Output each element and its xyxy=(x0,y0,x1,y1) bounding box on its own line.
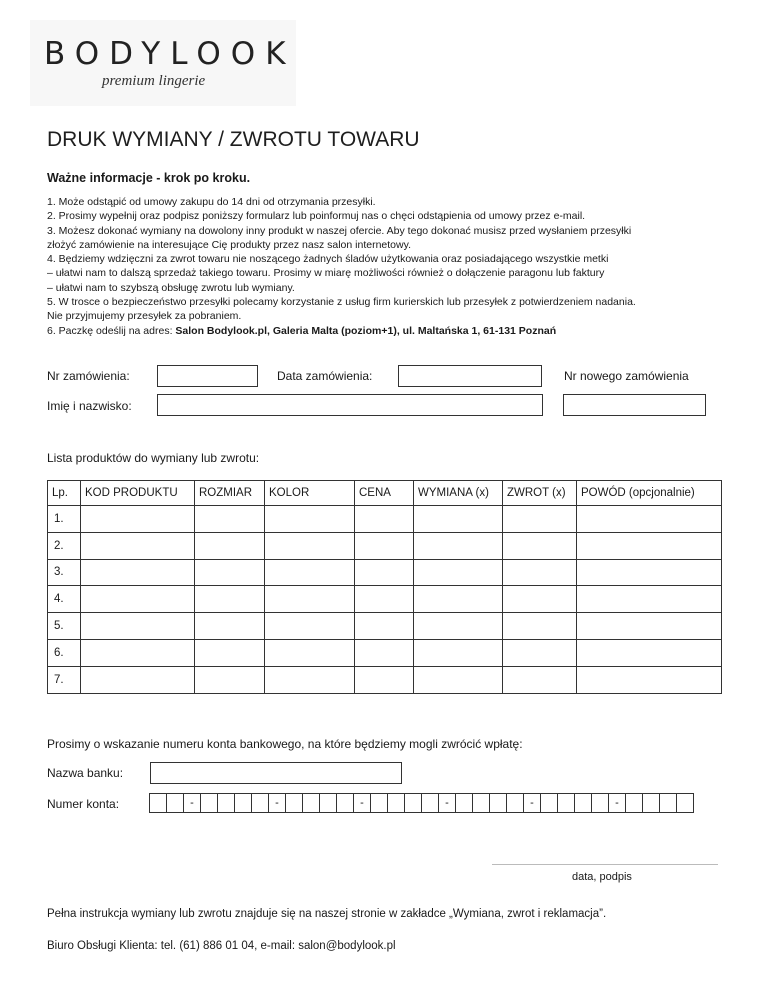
important-heading: Ważne informacje - krok po kroku. xyxy=(47,171,251,185)
instruction-line: – ułatwi nam to dalszą sprzedaż takiego towaru. Prosimy w miarę możliwości również o dołączenie paragonu lub faktury xyxy=(47,267,605,280)
table-row xyxy=(48,639,722,666)
instruction-line: 5. W trosce o bezpieczeństwo przesyłki polecamy korzystanie z usług firm kurierskich lub przesyłek z potwierdzeniem nadania. xyxy=(47,296,636,309)
row-number: 7. xyxy=(48,666,81,693)
bank-name-field[interactable] xyxy=(150,762,402,784)
cell[interactable] xyxy=(81,559,195,586)
cell[interactable] xyxy=(265,586,355,613)
table-row xyxy=(48,532,722,559)
cell[interactable] xyxy=(355,586,414,613)
cell[interactable] xyxy=(577,613,722,640)
column-header: POWÓD (opcjonalnie) xyxy=(577,481,722,506)
account-digit-box[interactable] xyxy=(370,793,388,813)
bank-account-request: Prosimy o wskazanie numeru konta bankowego, na które będziemy mogli zwrócić wpłatę: xyxy=(47,737,523,751)
cell[interactable] xyxy=(503,586,577,613)
cell[interactable] xyxy=(195,586,265,613)
cell[interactable] xyxy=(414,559,503,586)
instruction-line: 1. Może odstąpić od umowy zakupu do 14 dni od otrzymania przesyłki. xyxy=(47,196,376,208)
account-digit-box[interactable] xyxy=(625,793,643,813)
account-digit-box[interactable] xyxy=(659,793,677,813)
order-number-field[interactable] xyxy=(157,365,258,387)
cell[interactable] xyxy=(195,613,265,640)
full-name-label: Imię i nazwisko: xyxy=(47,399,132,413)
cell[interactable] xyxy=(577,586,722,613)
instruction-line: 4. Będziemy wdzięczni za zwrot towaru nie noszącego żadnych śladów użytkowania oraz posiadającego wszystkie metki xyxy=(47,253,609,266)
cell[interactable] xyxy=(81,506,195,533)
instruction-line: Nie przyjmujemy przesyłek za pobraniem. xyxy=(47,310,242,323)
account-digit-box[interactable] xyxy=(506,793,524,813)
cell[interactable] xyxy=(577,639,722,666)
account-number-field[interactable] xyxy=(150,793,694,813)
cell[interactable] xyxy=(81,586,195,613)
cell[interactable] xyxy=(355,532,414,559)
column-header: CENA xyxy=(355,481,414,506)
table-header-row xyxy=(48,481,722,506)
cell[interactable] xyxy=(265,613,355,640)
brand-tagline: premium lingerie xyxy=(102,73,206,89)
instruction-line: 3. Możesz dokonać wymiany na dowolony inny produkt w naszej ofercie. Aby tego dokonać musisz przed wysłaniem przesyłki xyxy=(47,224,632,237)
account-digit-box[interactable] xyxy=(421,793,439,813)
cell[interactable] xyxy=(81,639,195,666)
account-number-label: Numer konta: xyxy=(47,797,120,811)
cell[interactable] xyxy=(503,639,577,666)
account-digit-box[interactable] xyxy=(642,793,660,813)
cell[interactable] xyxy=(195,639,265,666)
row-number: 5. xyxy=(48,613,81,640)
cell[interactable] xyxy=(577,666,722,693)
instruction-line-address xyxy=(47,324,747,338)
cell[interactable] xyxy=(355,506,414,533)
cell[interactable] xyxy=(414,613,503,640)
account-digit-box[interactable] xyxy=(285,793,303,813)
account-digit-box[interactable] xyxy=(217,793,235,813)
account-digit-box[interactable] xyxy=(540,793,558,813)
page-title: DRUK WYMIANY / ZWROTU TOWARU xyxy=(47,128,420,151)
cell[interactable] xyxy=(503,666,577,693)
account-digit-box[interactable] xyxy=(404,793,422,813)
cell[interactable] xyxy=(355,613,414,640)
cell[interactable] xyxy=(503,532,577,559)
account-digit-box[interactable] xyxy=(387,793,405,813)
cell[interactable] xyxy=(414,639,503,666)
column-header: KOLOR xyxy=(265,481,355,506)
account-separator: - xyxy=(608,793,626,813)
row-number: 6. xyxy=(48,639,81,666)
full-name-field[interactable] xyxy=(157,394,543,416)
account-digit-box[interactable] xyxy=(319,793,337,813)
cell[interactable] xyxy=(81,666,195,693)
return-address: Salon Bodylook.pl, Galeria Malta (poziom+1), ul. Maltańska 1, 61-131 Poznań xyxy=(175,324,557,337)
account-digit-box[interactable] xyxy=(336,793,354,813)
column-header: KOD PRODUKTU xyxy=(81,481,195,506)
account-digit-box[interactable] xyxy=(676,793,694,813)
products-list-label: Lista produktów do wymiany lub zwrotu: xyxy=(47,451,260,465)
row-number: 1. xyxy=(48,506,81,533)
cell[interactable] xyxy=(503,506,577,533)
table-row xyxy=(48,586,722,613)
table-row xyxy=(48,506,722,533)
cell[interactable] xyxy=(265,559,355,586)
cell[interactable] xyxy=(503,613,577,640)
cell[interactable] xyxy=(577,559,722,586)
table-row xyxy=(48,666,722,693)
contact-info: Biuro Obsługi Klienta: tel. (61) 886 01 04, e-mail: salon@bodylook.pl xyxy=(47,940,396,952)
cell[interactable] xyxy=(503,559,577,586)
cell[interactable] xyxy=(195,506,265,533)
order-date-label: Data zamówienia: xyxy=(277,369,373,383)
row-number: 4. xyxy=(48,586,81,613)
cell[interactable] xyxy=(355,639,414,666)
column-header: ROZMIAR xyxy=(195,481,265,506)
instructions xyxy=(47,195,747,338)
account-digit-box[interactable] xyxy=(149,793,167,813)
account-digit-box[interactable] xyxy=(472,793,490,813)
cell[interactable] xyxy=(414,506,503,533)
account-digit-box[interactable] xyxy=(234,793,252,813)
cell[interactable] xyxy=(195,559,265,586)
account-digit-box[interactable] xyxy=(200,793,218,813)
account-digit-box[interactable] xyxy=(489,793,507,813)
account-separator: - xyxy=(353,793,371,813)
products-table xyxy=(47,480,722,694)
cell[interactable] xyxy=(195,666,265,693)
account-digit-box[interactable] xyxy=(166,793,184,813)
order-number-label: Nr zamówienia: xyxy=(47,369,130,383)
cell[interactable] xyxy=(577,506,722,533)
account-separator: - xyxy=(523,793,541,813)
cell[interactable] xyxy=(577,532,722,559)
account-separator: - xyxy=(183,793,201,813)
cell[interactable] xyxy=(195,532,265,559)
column-header: ZWROT (x) xyxy=(503,481,577,506)
table-row xyxy=(48,613,722,640)
row-number: 2. xyxy=(48,532,81,559)
cell[interactable] xyxy=(355,559,414,586)
signature-label: data, podpis xyxy=(572,871,632,883)
cell[interactable] xyxy=(81,532,195,559)
order-date-field[interactable] xyxy=(398,365,542,387)
column-header: Lp. xyxy=(48,481,81,506)
account-separator: - xyxy=(268,793,286,813)
account-digit-box[interactable] xyxy=(557,793,575,813)
footer-instruction: Pełna instrukcja wymiany lub zwrotu znajduje się na naszej stronie w zakładce „Wymiana, zwrot i reklamacja”. xyxy=(47,908,607,920)
table-row xyxy=(48,559,722,586)
bank-name-label: Nazwa banku: xyxy=(47,766,124,780)
instruction-line: 2. Prosimy wypełnij oraz podpisz poniższy formularz lub poinformuj nas o chęci odstąpienia od umowy przez e-mail. xyxy=(47,210,586,223)
cell[interactable] xyxy=(414,586,503,613)
account-digit-box[interactable] xyxy=(591,793,609,813)
signature-line[interactable] xyxy=(492,864,718,865)
cell[interactable] xyxy=(265,666,355,693)
cell[interactable] xyxy=(265,639,355,666)
cell[interactable] xyxy=(265,506,355,533)
cell[interactable] xyxy=(355,666,414,693)
instruction-line: – ułatwi nam to szybszą obsługę zwrotu lub wymiany. xyxy=(47,281,295,294)
row-number: 3. xyxy=(48,559,81,586)
cell[interactable] xyxy=(414,532,503,559)
cell[interactable] xyxy=(414,666,503,693)
new-order-number-field[interactable] xyxy=(563,394,706,416)
brand-name: BODYLOOK xyxy=(44,36,296,72)
cell[interactable] xyxy=(81,613,195,640)
account-separator: - xyxy=(438,793,456,813)
account-digit-box[interactable] xyxy=(455,793,473,813)
cell[interactable] xyxy=(265,532,355,559)
account-digit-box[interactable] xyxy=(251,793,269,813)
account-digit-box[interactable] xyxy=(302,793,320,813)
column-header: WYMIANA (x) xyxy=(414,481,503,506)
new-order-number-label: Nr nowego zamówienia xyxy=(564,369,689,383)
address-prefix: 6. Paczkę odeślij na adres: xyxy=(47,324,176,337)
account-digit-box[interactable] xyxy=(574,793,592,813)
instruction-line: złożyć zamówienie na interesujące Cię produkty przez nasz salon internetowy. xyxy=(47,238,411,251)
logo xyxy=(30,20,296,106)
